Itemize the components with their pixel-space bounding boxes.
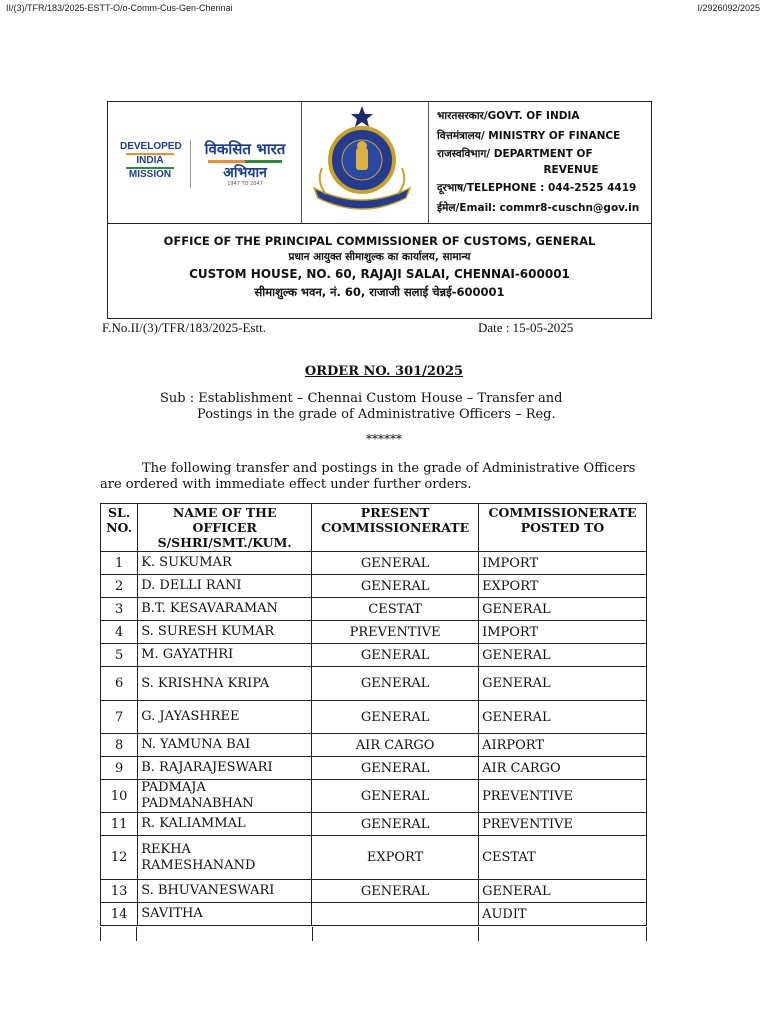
table-row (101, 621, 647, 644)
cell-name: N. YAMUNA BAI (138, 734, 312, 757)
cell-posted: GENERAL (479, 667, 647, 701)
col-header-name: NAME OF THE OFFICER S/SHRI/SMT./KUM. (138, 504, 312, 552)
header-file-ref: II/(3)/TFR/183/2025-ESTT-O/o-Comm-Cus-Gen-Chennai (6, 3, 233, 13)
cell-sl: 7 (101, 701, 138, 734)
page-header-meta (6, 3, 760, 13)
table-row (101, 552, 647, 575)
col-header-posted: COMMISSIONERATE POSTED TO (479, 504, 647, 552)
cell-posted: PREVENTIVE (479, 813, 647, 836)
cell-posted: AIR CARGO (479, 757, 647, 780)
cell-name: PADMAJA PADMANABHAN (138, 780, 312, 813)
table-row (101, 598, 647, 621)
cell-present: GENERAL (312, 667, 479, 701)
cell-sl: 4 (101, 621, 138, 644)
cell-posted: PREVENTIVE (479, 780, 647, 813)
body-paragraph-line-1: The following transfer and postings in the grade of Administrative Officers (142, 461, 636, 476)
col-header-sl: SL. NO. (101, 504, 138, 552)
cell-name: B.T. KESAVARAMAN (138, 598, 312, 621)
cell-sl: 5 (101, 644, 138, 667)
cell-posted: EXPORT (479, 575, 647, 598)
cell-present: CESTAT (312, 598, 479, 621)
cell-name: S. BHUVANESWARI (138, 880, 312, 903)
table-row (101, 780, 647, 813)
cell-name: M. GAYATHRI (138, 644, 312, 667)
office-address: OFFICE OF THE PRINCIPAL COMMISSIONER OF CUSTOMS, GENERAL प्रधान आयुक्त सीमाशुल्क का कार्यालय, सामान्य CUSTOM HOUSE, NO. 60, RAJAJI SALAI, CHENNAI-600001 सीमाशुल्क भवन, नं. 60, राजाजी सलाई चेन्नई-600001 (163, 234, 596, 299)
customs-emblem-icon (302, 102, 426, 222)
table-header-row (101, 504, 647, 552)
file-number: F.No.II/(3)/TFR/183/2025-Estt. (102, 320, 266, 335)
cell-name: S. SURESH KUMAR (138, 621, 312, 644)
subject-line-1: Sub : Establishment – Chennai Custom House – Transfer and (160, 391, 563, 406)
table-body (101, 552, 647, 926)
cell-name: G. JAYASHREE (138, 701, 312, 734)
cell-sl: 2 (101, 575, 138, 598)
separator-stars: ****** (366, 432, 402, 446)
cell-posted: CESTAT (479, 836, 647, 880)
cell-name: R. KALIAMMAL (138, 813, 312, 836)
cell-posted: GENERAL (479, 598, 647, 621)
cell-name: S. KRISHNA KRIPA (138, 667, 312, 701)
cell-present: GENERAL (312, 880, 479, 903)
table-row (101, 701, 647, 734)
cell-name: B. RAJARAJESWARI (138, 757, 312, 780)
cell-sl: 12 (101, 836, 138, 880)
table-row (101, 667, 647, 701)
cell-sl: 13 (101, 880, 138, 903)
cell-present: GENERAL (312, 701, 479, 734)
table-row (101, 644, 647, 667)
cell-name: SAVITHA (138, 903, 312, 926)
cell-present: EXPORT (312, 836, 479, 880)
cell-present: AIR CARGO (312, 734, 479, 757)
cell-sl: 11 (101, 813, 138, 836)
cell-sl: 1 (101, 552, 138, 575)
cell-name: REKHA RAMESHANAND (138, 836, 312, 880)
cell-posted: GENERAL (479, 644, 647, 667)
body-paragraph-line-2: are ordered with immediate effect under further orders. (100, 477, 472, 492)
cell-posted: IMPORT (479, 552, 647, 575)
order-date: Date : 15-05-2025 (478, 320, 574, 335)
cell-name: D. DELLI RANI (138, 575, 312, 598)
cell-posted: AUDIT (479, 903, 647, 926)
table-row (101, 575, 647, 598)
cell-sl: 14 (101, 903, 138, 926)
col-header-present: PRESENT COMMISSIONERATE (312, 504, 479, 552)
government-details: भारतसरकार/GOVT. OF INDIA वित्तमंत्रालय/ MINISTRY OF FINANCE राजस्वविभाग/ DEPARTMENT OF REVENUE दूरभाष/TELEPHONE : 044-2525 4419 ईमेल/Email: commr8-cuschn@gov.in (437, 110, 640, 214)
cell-present: GENERAL (312, 644, 479, 667)
transfer-table (100, 503, 647, 926)
table-row (101, 757, 647, 780)
cell-name: K. SUKUMAR (138, 552, 312, 575)
subject-line-2: Postings in the grade of Administrative Officers – Reg. (197, 407, 556, 422)
cell-sl: 10 (101, 780, 138, 813)
cell-sl: 8 (101, 734, 138, 757)
cell-posted: GENERAL (479, 701, 647, 734)
table-row (101, 836, 647, 880)
header-doc-id: I/2926092/2025 (697, 3, 760, 13)
cell-sl: 3 (101, 598, 138, 621)
cell-present: GENERAL (312, 757, 479, 780)
order-number: ORDER NO. 301/2025 (304, 364, 464, 379)
table-row (101, 903, 647, 926)
letterhead (107, 101, 652, 319)
table-row (101, 813, 647, 836)
table-row (101, 880, 647, 903)
cell-sl: 6 (101, 667, 138, 701)
cell-posted: GENERAL (479, 880, 647, 903)
developed-india-mission-logo: DEVELOPED INDIA MISSION (120, 141, 182, 180)
cell-posted: IMPORT (479, 621, 647, 644)
table-row (101, 734, 647, 757)
cell-present: GENERAL (312, 813, 479, 836)
cell-sl: 9 (101, 757, 138, 780)
cell-posted: AIRPORT (479, 734, 647, 757)
table-continuation (100, 927, 647, 941)
cell-present: GENERAL (312, 575, 479, 598)
cell-present: GENERAL (312, 780, 479, 813)
cell-present: PREVENTIVE (312, 621, 479, 644)
cell-present (312, 903, 479, 926)
cell-present: GENERAL (312, 552, 479, 575)
viksit-bharat-logo: विकसित भारत अभियान 1947 TO 2047 (204, 140, 286, 187)
mission-logos (108, 102, 302, 223)
customs-emblem (302, 102, 429, 223)
